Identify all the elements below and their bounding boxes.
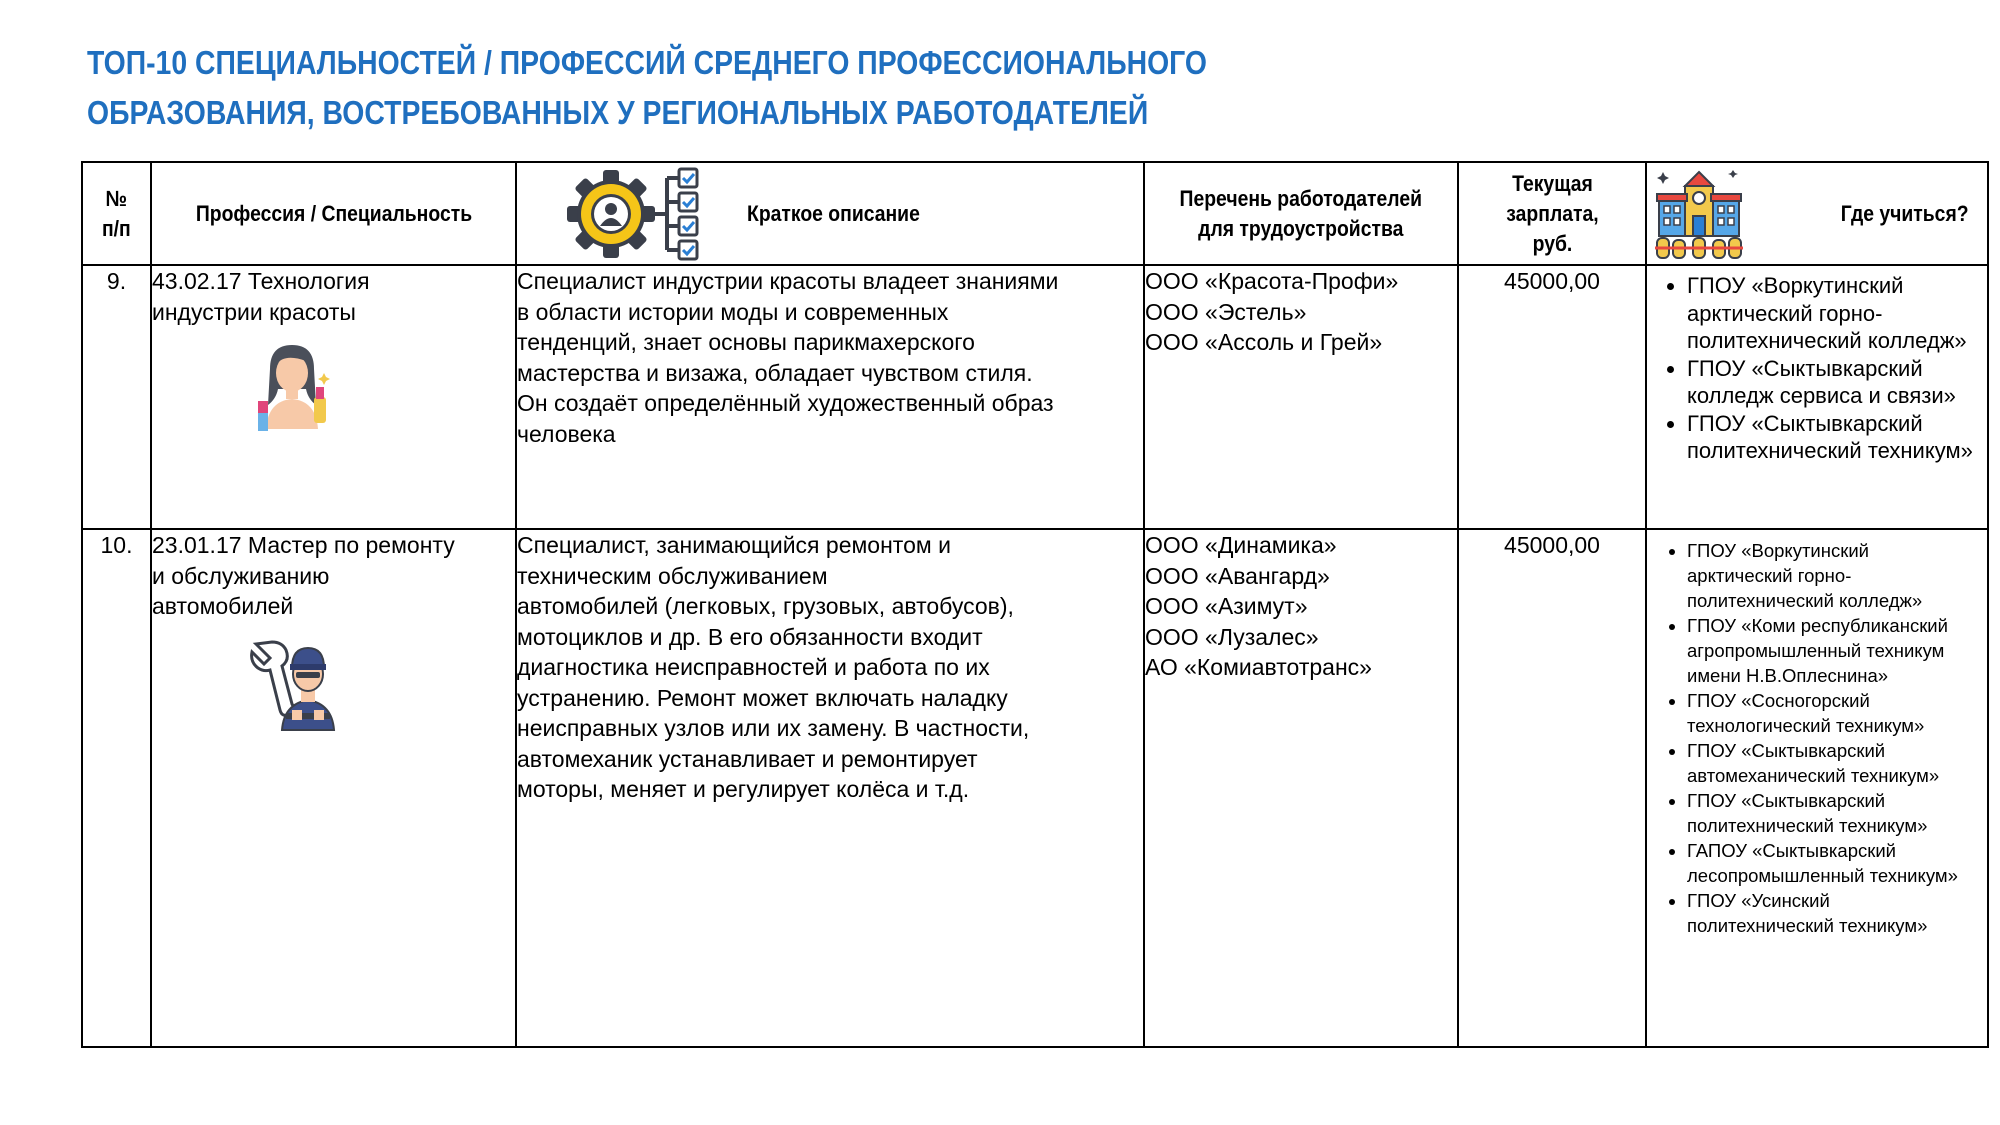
header-description: Краткое описание — [516, 162, 1144, 265]
row-number: 10. — [82, 529, 151, 1047]
employer-item: ООО «Красота-Профи» — [1145, 268, 1399, 294]
school-item: • ГПОУ «Воркутинский арктический горно-политехнический колледж» — [1687, 538, 1979, 613]
salary-cell: 45000,00 — [1458, 529, 1646, 1047]
school-building-icon — [1653, 166, 1745, 262]
employer-item: ООО «Эстель» — [1145, 298, 1307, 325]
school-item: • ГАПОУ «Сыктывкарский лесопромышленный техникум» — [1687, 838, 1979, 888]
school-item: • ГПОУ «Коми республиканский агропромышленный техникум имени Н.В.Оплеснина» — [1687, 613, 1979, 688]
employer-item: АО «Комиавтотранс» — [1145, 654, 1372, 680]
schools-cell — [1646, 529, 1988, 1047]
page-title-line-1: ТОП-10 СПЕЦИАЛЬНОСТЕЙ / ПРОФЕССИЙ СРЕДНЕГО ПРОФЕССИОНАЛЬНОГО — [87, 44, 1207, 81]
school-item: • ГПОУ «Сыктывкарский автомеханический техникум» — [1687, 738, 1979, 788]
beautician-icon — [244, 339, 340, 435]
school-item: • ГПОУ «Сосногорский технологический техникум» — [1687, 688, 1979, 738]
header-where: Где учиться? — [1646, 162, 1988, 265]
page-title — [87, 38, 1377, 138]
school-item: • ГПОУ «Сыктывкарский политехнический техникум» — [1687, 410, 1979, 465]
professions-table — [81, 161, 1989, 1048]
schools-cell — [1646, 265, 1988, 529]
school-item: • ГПОУ «Сыктывкарский колледж сервиса и связи» — [1687, 355, 1979, 410]
mechanic-icon — [248, 634, 348, 734]
page-title-line-2: ОБРАЗОВАНИЯ, ВОСТРЕБОВАННЫХ У РЕГИОНАЛЬНЫХ РАБОТОДАТЕЛЕЙ — [87, 94, 1149, 131]
school-item: • ГПОУ «Усинский политехнический техникум» — [1687, 888, 1979, 938]
profession-cell: 43.02.17 Технология индустрии красоты — [151, 265, 516, 529]
employer-item: ООО «Лузалес» — [1145, 623, 1319, 650]
salary-cell: 45000,00 — [1458, 265, 1646, 529]
header-employers: Перечень работодателей для трудоустройства — [1144, 162, 1458, 265]
table-row — [82, 265, 1988, 529]
header-num: № п/п — [82, 162, 151, 265]
employer-item: ООО «Азимут» — [1145, 593, 1308, 619]
header-salary: Текущая зарплата, руб. — [1458, 162, 1646, 265]
row-number: 9. — [82, 265, 151, 529]
employer-item: ООО «Динамика» — [1145, 532, 1337, 558]
school-item: • ГПОУ «Сыктывкарский политехнический техникум» — [1687, 788, 1979, 838]
gear-checklist-icon — [567, 166, 727, 262]
profession-cell: 23.01.17 Мастер по ремонту и обслуживанию автомобилей — [151, 529, 516, 1047]
description-cell: Специалист, занимающийся ремонтом и техническим обслуживанием автомобилей (легковых, грузовых, автобусов), мотоциклов и др. В его обязанности входит диагностика неисправностей и работа по их устранению. Ремонт может включать наладку неисправных узлов или их замену. В частности, автомеханик устанавливает и ремонтирует моторы, меняет и регулирует колёса и т.д. — [516, 529, 1144, 1047]
employers-cell — [1144, 529, 1458, 1047]
employer-item: ООО «Ассоль и Грей» — [1145, 329, 1383, 355]
table-header-row — [82, 162, 1988, 265]
employer-item: ООО «Авангард» — [1145, 562, 1330, 589]
table-row — [82, 529, 1988, 1047]
employers-cell — [1144, 265, 1458, 529]
school-item: • ГПОУ «Воркутинский арктический горно-политехнический колледж» — [1687, 272, 1979, 355]
description-cell: Специалист индустрии красоты владеет знаниями в области истории моды и современных тенденций, знает основы парикмахерского мастерства и визажа, обладает чувством стиля. Он создаёт определённый художественный образ человека — [516, 265, 1144, 529]
header-profession: Профессия / Специальность — [151, 162, 516, 265]
